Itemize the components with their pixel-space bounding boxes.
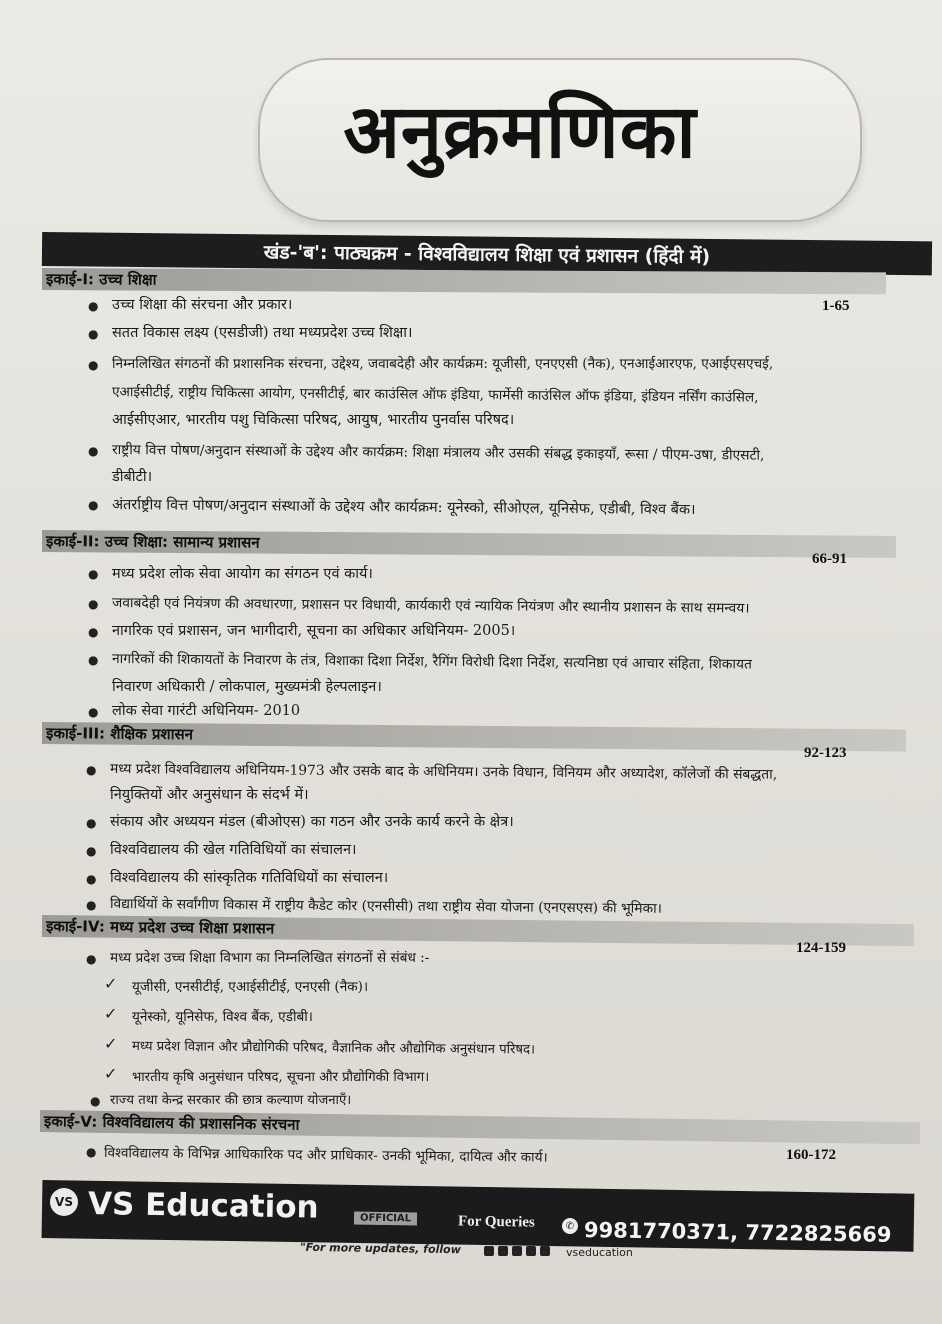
list-item: डीबीटी। (112, 469, 153, 485)
list-item: विश्वविद्यालय की सांस्कृतिक गतिविधियों का संचालन। (110, 870, 389, 886)
list-item: संकाय और अध्ययन मंडल (बीओएस) का गठन और उनके कार्य करने के क्षेत्र। (110, 814, 514, 830)
bullet-icon: ● (86, 872, 97, 886)
bullet-icon: ● (86, 898, 97, 912)
list-item: नियुक्तियों और अनुसंधान के संदर्भ में। (110, 787, 309, 803)
list-item: लोक सेवा गारंटी अधिनियम- 2010 (112, 703, 301, 719)
list-item: एआईसीटीई, राष्ट्रीय चिकित्सा आयोग, एनसीटीई, बार काउंसिल ऑफ इंडिया, फार्मेसी काउंसिल ऑफ इंडिया, इंडियन नर्सिंग काउंसिल, (111, 384, 759, 406)
checkmark-icon: ✓ (104, 1004, 118, 1023)
checkmark-icon: ✓ (104, 974, 118, 993)
queries-label: For Queries (457, 1213, 535, 1231)
whatsapp-icon: ✆ (562, 1218, 578, 1234)
bullet-icon: ● (86, 952, 97, 966)
list-item: मध्य प्रदेश विज्ञान और प्रौद्योगिकी परिषद, वैज्ञानिक और औद्योगिक अनुसंधान परिषद। (131, 1039, 536, 1058)
bullet-icon: ● (90, 1094, 101, 1108)
unit-1-pages: 1-65 (822, 298, 850, 314)
list-item: यूनेस्को, यूनिसेफ, विश्व बैंक, एडीबी। (132, 1009, 313, 1025)
list-item: निम्नलिखित संगठनों की प्रशासनिक संरचना, उद्देश्य, जवाबदेही और कार्यक्रम: यूजीसी, एनएएसी (नैक), एनआईआरएफ, एआईएसएचई, (112, 356, 774, 372)
unit-3-pages: 92-123 (804, 745, 847, 761)
list-item: भारतीय कृषि अनुसंधान परिषद, सूचना और प्रौद्योगिकी विभाग। (132, 1070, 430, 1085)
bullet-icon: ● (88, 705, 99, 719)
unit-5-pages: 160-172 (786, 1147, 836, 1163)
unit-3-header: इकाई-III: शैक्षिक प्रशासन (42, 722, 906, 752)
list-item: नागरिक एवं प्रशासन, जन भागीदारी, सूचना का अधिकार अधिनियम- 2005। (112, 623, 516, 639)
unit-1-header: इकाई-I: उच्च शिक्षा (42, 268, 886, 294)
list-item: निवारण अधिकारी / लोकपाल, मुख्यमंत्री हेल्पलाइन। (112, 679, 382, 695)
bullet-icon: ● (86, 1145, 97, 1159)
bullet-icon: ● (88, 327, 99, 341)
list-item: यूजीसी, एनसीटीई, एआईसीटीई, एनएसी (नैक)। (132, 979, 369, 995)
list-item: सतत विकास लक्ष्य (एसडीजी) तथा मध्यप्रदेश उच्च शिक्षा। (112, 325, 413, 341)
list-item: आईसीएआर, भारतीय पशु चिकित्सा परिषद, आयुष, भारतीय पुनर्वास परिषद। (112, 412, 515, 428)
bullet-icon: ● (88, 358, 99, 372)
list-item: मध्य प्रदेश उच्च शिक्षा विभाग का निम्नलिखित संगठनों से संबंध :- (110, 950, 430, 966)
list-item: राष्ट्रीय वित्त पोषण/अनुदान संस्थाओं के उद्देश्य और कार्यक्रम: शिक्षा मंत्रालय और उसकी संबद्ध इकाइयाँ, रूसा / पीएम-उषा, डीएसटी, (111, 442, 765, 464)
vs-logo: VS (50, 1188, 78, 1216)
unit-4-pages: 124-159 (796, 940, 846, 956)
bullet-icon: ● (88, 444, 99, 458)
twitter-icon (526, 1246, 536, 1256)
phone-numbers: 9981770371, 7722825669 (583, 1218, 892, 1247)
bullet-icon: ● (88, 498, 99, 512)
bullet-icon: ● (88, 567, 99, 581)
telegram-icon (540, 1246, 550, 1256)
list-item: राज्य तथा केन्द्र सरकार की छात्र कल्याण योजनाएँ। (110, 1093, 352, 1108)
bullet-icon: ● (88, 299, 99, 313)
list-item: अंतर्राष्ट्रीय वित्त पोषण/अनुदान संस्थाओं के उद्देश्य और कार्यक्रम: यूनेस्को, सीओएल, यूनिसेफ, एडीबी, विश्व बैंक। (111, 497, 696, 519)
list-item: नागरिकों की शिकायतों के निवारण के तंत्र, विशाका दिशा निर्देश, रैगिंग विरोधी दिशा निर्देश, सत्यनिष्ठा एवं आचार संहिता, शिकायत (111, 651, 752, 673)
bullet-icon: ● (88, 653, 99, 667)
youtube-icon (498, 1246, 508, 1256)
instagram-icon (484, 1246, 494, 1256)
bullet-icon: ● (86, 844, 97, 858)
list-item: विद्यार्थियों के सर्वांगीण विकास में राष्ट्रीय कैडेट कोर (एनसीसी) तथा राष्ट्रीय सेवा योजना (एनएसएस) की भूमिका। (109, 896, 663, 917)
unit-4-header: इकाई-IV: मध्य प्रदेश उच्च शिक्षा प्रशासन (42, 915, 914, 946)
section-header: खंड-'ब': पाठ्यक्रम - विश्वविद्यालय शिक्षा एवं प्रशासन (हिंदी में) (42, 232, 932, 275)
list-item: विश्वविद्यालय की खेल गतिविधियों का संचालन। (110, 842, 357, 858)
list-item: मध्य प्रदेश विश्वविद्यालय अधिनियम-1973 और उसके बाद के अधिनियम। उनके विधान, विनियम और अध्यादेश, कॉलेजों की संबद्धता, (109, 761, 778, 783)
bullet-icon: ● (88, 625, 99, 639)
bullet-icon: ● (88, 597, 99, 611)
unit-2-pages: 66-91 (812, 551, 847, 567)
page-title: अनुक्रमणिका (343, 89, 697, 175)
unit-5-header: इकाई-V: विश्वविद्यालय की प्रशासनिक संरचना (40, 1110, 920, 1144)
bullet-icon: ● (86, 763, 97, 777)
list-item: विश्वविद्यालय के विभिन्न आधिकारिक पद और प्राधिकार- उनकी भूमिका, दायित्व और कार्य। (103, 1145, 548, 1166)
social-handle: vseducation (566, 1246, 633, 1259)
facebook-icon (512, 1246, 522, 1256)
checkmark-icon: ✓ (104, 1064, 118, 1083)
list-item: उच्च शिक्षा की संरचना और प्रकार। (112, 297, 293, 313)
official-badge: OFFICIAL (354, 1212, 417, 1226)
bullet-icon: ● (86, 816, 97, 830)
list-item: जवाबदेही एवं नियंत्रण की अवधारणा, प्रशासन पर विधायी, कार्यकारी एवं न्यायिक नियंत्रण और स्थानीय प्रशासन के साथ समन्वय। (111, 595, 750, 617)
follow-text: "For more updates, follow (299, 1240, 461, 1257)
checkmark-icon: ✓ (104, 1034, 118, 1053)
list-item: मध्य प्रदेश लोक सेवा आयोग का संगठन एवं कार्य। (112, 566, 373, 582)
brand-name: VS Education (87, 1186, 319, 1226)
unit-2-header: इकाई-II: उच्च शिक्षा: सामान्य प्रशासन (42, 530, 896, 558)
